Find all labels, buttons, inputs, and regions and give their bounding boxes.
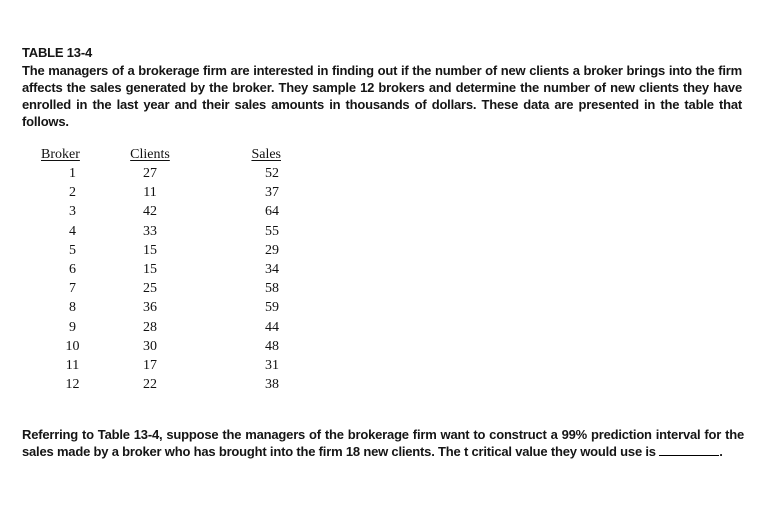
intro-paragraph: The managers of a brokerage firm are interested in finding out if the number of new clients a broker brings into the firm affects the sales generated by the broker. They sample 12 brokers and determine the number of new clients they have enrolled in the last year and their sales amounts in thousands of dollars. These data are presented in the table that follows. bbox=[22, 63, 742, 129]
cell-broker: 6 bbox=[69, 262, 76, 278]
cell-clients: 15 bbox=[143, 262, 157, 278]
cell-sales: 55 bbox=[265, 223, 279, 239]
cell-sales: 64 bbox=[265, 204, 279, 220]
cell-sales: 29 bbox=[265, 242, 279, 258]
table-label: TABLE 13-4 bbox=[22, 45, 92, 60]
table-row bbox=[38, 375, 283, 394]
table-row bbox=[38, 279, 283, 298]
data-table bbox=[38, 145, 283, 394]
cell-broker: 10 bbox=[65, 338, 80, 354]
cell-broker: 11 bbox=[65, 357, 80, 373]
table-row bbox=[38, 164, 283, 183]
cell-broker: 3 bbox=[69, 204, 76, 220]
cell-clients: 15 bbox=[143, 242, 157, 258]
cell-clients: 33 bbox=[143, 223, 157, 239]
cell-clients: 25 bbox=[143, 281, 157, 297]
question-text: Referring to Table 13-4, suppose the managers of the brokerage firm want to construct a 99% prediction interval for the sales made by a broker who has brought into the firm 18 new clients. The t critical value they would use is bbox=[22, 427, 744, 459]
cell-sales: 59 bbox=[265, 300, 279, 316]
question-paragraph bbox=[22, 426, 744, 460]
question-end: . bbox=[719, 444, 723, 459]
cell-broker: 4 bbox=[69, 223, 76, 239]
cell-sales: 34 bbox=[265, 262, 279, 278]
cell-broker: 5 bbox=[69, 242, 76, 258]
cell-clients: 27 bbox=[143, 166, 157, 182]
header-clients: Clients bbox=[130, 146, 170, 162]
table-row bbox=[38, 260, 283, 279]
table-row bbox=[38, 183, 283, 202]
cell-broker: 9 bbox=[69, 319, 76, 335]
cell-clients: 30 bbox=[143, 338, 157, 354]
cell-clients: 36 bbox=[143, 300, 157, 316]
cell-sales: 31 bbox=[265, 357, 279, 373]
table-row bbox=[38, 202, 283, 221]
cell-clients: 42 bbox=[143, 204, 157, 220]
cell-broker: 8 bbox=[69, 300, 76, 316]
header-sales: Sales bbox=[251, 146, 281, 162]
table-row bbox=[38, 298, 283, 317]
cell-broker: 12 bbox=[65, 377, 80, 393]
table-row bbox=[38, 318, 283, 337]
cell-broker: 1 bbox=[69, 166, 76, 182]
cell-sales: 52 bbox=[265, 166, 279, 182]
cell-sales: 48 bbox=[265, 338, 279, 354]
cell-clients: 11 bbox=[143, 185, 157, 201]
table-row bbox=[38, 356, 283, 375]
cell-broker: 2 bbox=[69, 185, 76, 201]
table-row bbox=[38, 222, 283, 241]
answer-blank bbox=[659, 444, 719, 456]
cell-sales: 38 bbox=[265, 377, 279, 393]
cell-sales: 58 bbox=[265, 281, 279, 297]
table-row bbox=[38, 241, 283, 260]
table-body bbox=[38, 164, 283, 394]
cell-clients: 28 bbox=[143, 319, 157, 335]
table-row bbox=[38, 337, 283, 356]
table-header-row bbox=[38, 145, 283, 164]
header-broker: Broker bbox=[41, 146, 80, 162]
cell-broker: 7 bbox=[69, 281, 76, 297]
cell-clients: 17 bbox=[143, 357, 157, 373]
cell-clients: 22 bbox=[143, 377, 157, 393]
cell-sales: 37 bbox=[265, 185, 279, 201]
cell-sales: 44 bbox=[265, 319, 279, 335]
